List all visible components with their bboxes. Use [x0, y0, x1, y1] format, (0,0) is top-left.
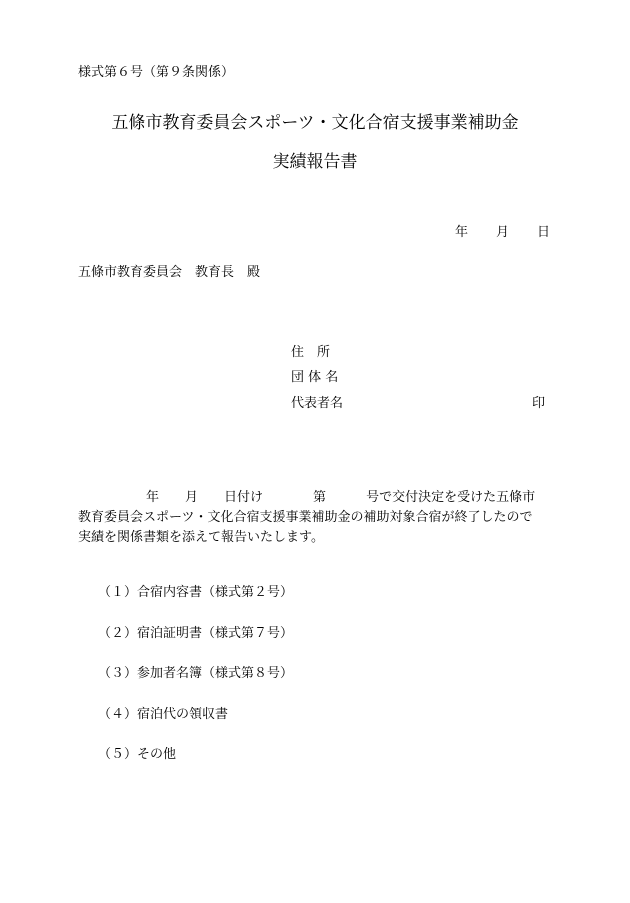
report-body-line-3: 実績を関係書類を添えて報告いたします。 — [78, 530, 324, 545]
addressee: 五條市教育委員会 教育長 殿 — [78, 265, 261, 280]
body-dated-label: 日付け — [224, 490, 264, 505]
report-body-line-2: 教育委員会スポーツ・文化合宿支援事業補助金の補助対象合宿が終了したので — [78, 510, 533, 525]
seal-mark: 印 — [532, 396, 546, 411]
attachment-item: （３）参加者名簿（様式第８号） — [98, 666, 294, 681]
date-month-label: 月 — [495, 225, 509, 240]
form-number: 様式第６号（第９条関係） — [78, 65, 235, 80]
document-subtitle: 実績報告書 — [272, 152, 358, 172]
body-number-prefix: 第 — [313, 490, 327, 505]
body-year-label: 年 — [146, 490, 160, 505]
attachment-item: （１）合宿内容書（様式第２号） — [98, 585, 294, 600]
date-line — [455, 226, 550, 239]
report-body-line-1 — [78, 488, 553, 508]
body-month-label: 月 — [185, 490, 199, 505]
applicant-representative-label: 代表者名 — [291, 396, 344, 411]
attachment-item: （２）宿泊証明書（様式第７号） — [98, 625, 294, 641]
date-year-label: 年 — [454, 225, 468, 240]
document-title: 五條市教育委員会スポーツ・文化合宿支援事業補助金 — [111, 113, 519, 133]
applicant-address-label: 住 所 — [291, 345, 331, 360]
body-line1-tail: 号で交付決定を受けた五條市 — [366, 490, 536, 505]
date-day-label: 日 — [536, 225, 550, 240]
report-body — [78, 488, 553, 548]
attachment-item: （５）その他 — [98, 747, 177, 762]
applicant-group-label: 団 体 名 — [291, 370, 339, 385]
attachment-list — [98, 586, 293, 789]
attachment-item: （４）宿泊代の領収書 — [98, 706, 229, 722]
